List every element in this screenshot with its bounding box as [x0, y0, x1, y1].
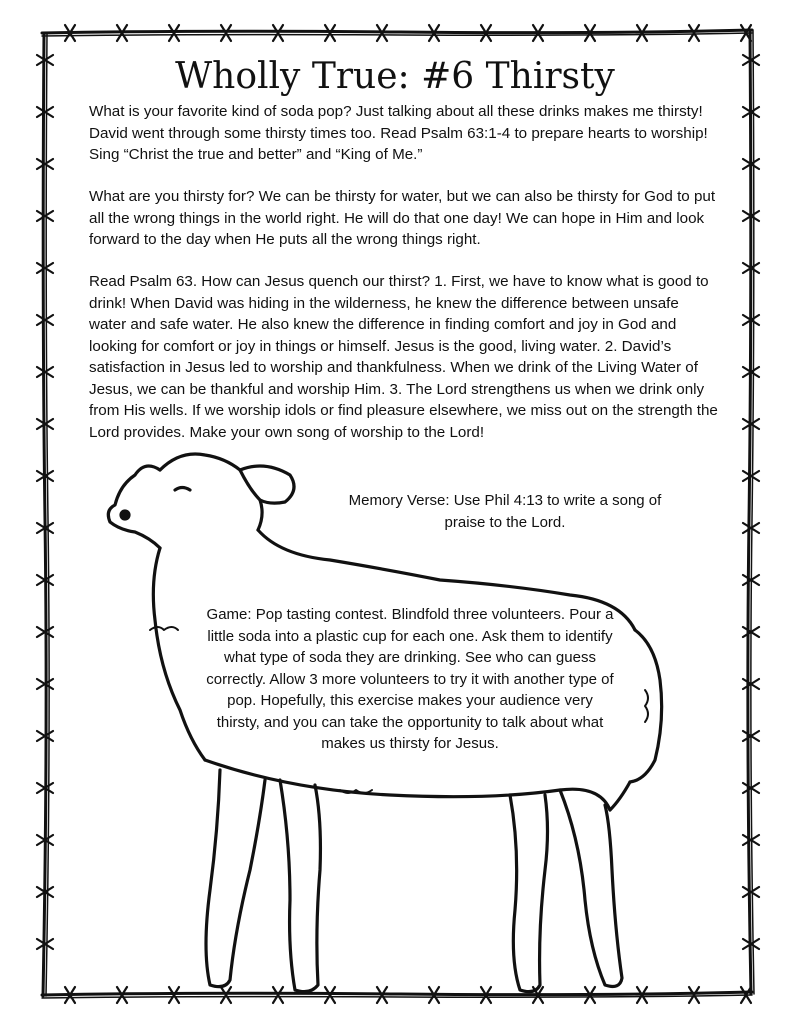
thirsty-paragraph: What are you thirsty for? We can be thirsty for water, but we can also be thirsty for God to put all the wrong things in the world right. He will do that one day! We can hope in Him and look forward to the day when He puts all the wrong things right.	[89, 188, 716, 248]
intro-paragraph: What is your favorite kind of soda pop? Just talking about all these drinks makes me thirsty! David went through some thirsty times too. Read Psalm 63:1-4 to prepare hearts to worship! Sing “Christ the true and better” and “King of Me.”	[89, 103, 708, 163]
memory-verse: Memory Verse: Use Phil 4:13 to write a song of praise to the Lord.	[348, 492, 662, 531]
page-title: Wholly True: #6 Thirsty	[175, 56, 615, 97]
psalm-paragraph: Read Psalm 63. How can Jesus quench our thirst? 1. First, we have to know what is good to drink! When David was hiding in the wilderness, he knew the difference between unsafe water and safe water. He also knew the difference in finding comfort and joy in God and looking for comfort or joy in things or himself. Jesus is the good, living water. 2. David’s satisfaction in Jesus led to worship and thankfulness. When we drink of the Living Water of Jesus, we can be thankful and worship Him. 3. The Lord strengthens us when we drink only from His wells. If we worship idols or find pleasure elsewhere, we miss out on the strength the Lord provides. Make your own song of worship to the Lord!	[89, 273, 718, 441]
game-instructions: Game: Pop tasting contest. Blindfold three volunteers. Pour a little soda into a plastic cup for each one. Ask them to identify what type of soda they are drinking. See who can guess correctly. Allow 3 more volunteers to try it with another type of pop. Hopefully, this exercise makes your audience very thirsty, and you can take the opportunity to talk about what makes us thirsty for Jesus.	[206, 606, 614, 752]
